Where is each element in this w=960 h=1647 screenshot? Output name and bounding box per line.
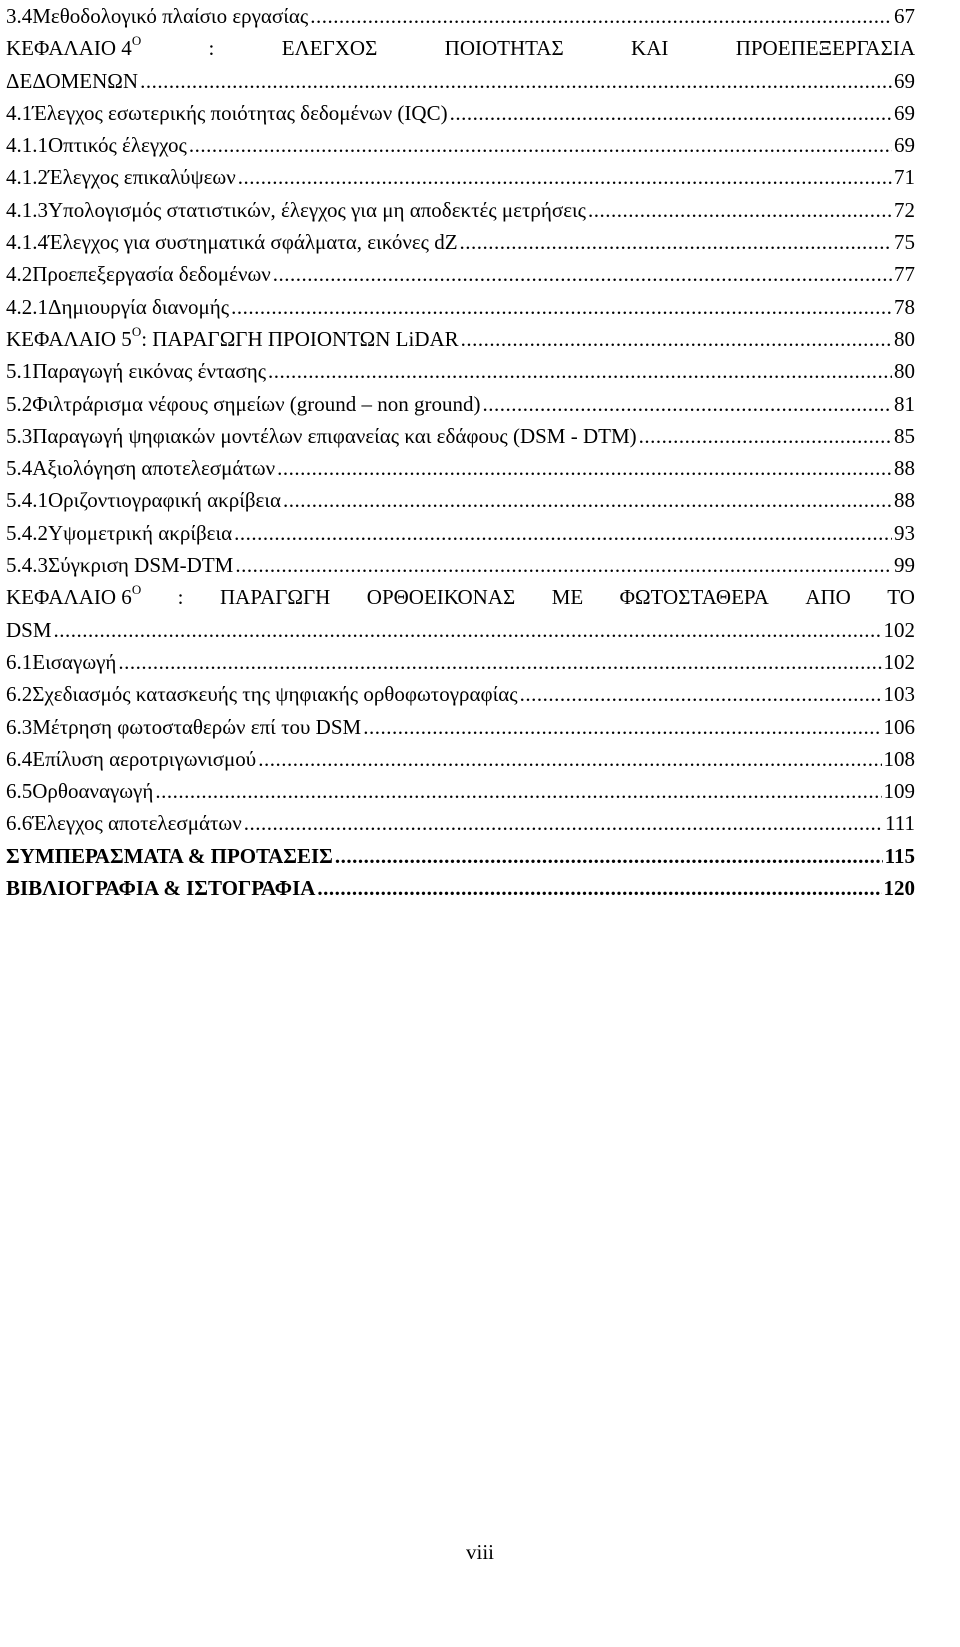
toc-title: ΔΕΔΟΜΕΝΩΝ	[6, 68, 139, 93]
toc-entry[interactable]	[6, 678, 915, 710]
toc-chapter-6-line2[interactable]	[6, 614, 915, 646]
toc-title: DSM	[6, 617, 52, 642]
toc-title: Φιλτράρισμα νέφους σημείων (ground – non ground)	[32, 391, 481, 416]
toc-leader	[155, 775, 881, 807]
toc-word: ΦΩΤΟΣΤΑΘΕΡΑ	[619, 585, 769, 610]
toc-page: 80	[894, 326, 915, 351]
toc-leader	[231, 291, 892, 323]
toc-number: 3.4	[6, 4, 33, 28]
toc-word: ΚΕΦΑΛΑΙΟ $4^O$	[6, 33, 142, 61]
toc-chapter-5[interactable]	[6, 323, 915, 355]
toc-leader	[483, 388, 892, 420]
toc-entry[interactable]	[6, 711, 915, 743]
toc-word: :	[208, 36, 215, 61]
toc-title: Ορθοαναγωγή	[32, 779, 154, 804]
toc-word: ΠΟΙΟΤΗΤΑΣ	[444, 36, 564, 61]
toc-title: Παραγωγή ψηφιακών μοντέλων επιφανείας και εδάφους (DSM - DTM)	[32, 423, 637, 448]
toc-entry[interactable]	[6, 484, 915, 516]
toc-leader	[54, 614, 882, 646]
toc-title: Αξιολόγηση αποτελεσμάτων	[32, 456, 276, 481]
toc-page: 103	[883, 682, 915, 707]
toc-leader	[235, 549, 892, 581]
toc-page: 69	[894, 68, 915, 93]
toc-leader	[317, 872, 881, 904]
toc-title: Οπτικός έλεγχος	[48, 133, 187, 158]
toc-leader	[238, 161, 892, 193]
toc-number: 5.4	[6, 456, 33, 481]
toc-leader	[460, 226, 892, 258]
toc-leader	[588, 194, 892, 226]
toc-entry[interactable]	[6, 517, 915, 549]
toc-number: 6.1	[6, 649, 33, 674]
toc-page: 72	[894, 197, 915, 222]
toc-page: 71	[894, 165, 915, 190]
toc-title: Δημιουργία διανομής	[48, 294, 230, 319]
toc-word: ΑΠΟ	[805, 585, 851, 610]
toc-entry-bibliography[interactable]	[6, 872, 915, 904]
toc-number: 4.1.3	[6, 197, 48, 222]
toc-entry[interactable]	[6, 291, 915, 323]
toc-page: 93	[894, 520, 915, 545]
toc-entry[interactable]	[6, 194, 915, 226]
toc-number: 5.4.3	[6, 553, 48, 578]
toc-page: 77	[894, 262, 915, 287]
toc-title: Έλεγχος για συστηματικά σφάλματα, εικόνες dZ	[48, 230, 458, 255]
toc-number: 5.1	[6, 359, 33, 384]
toc-title: Υψομετρική ακρίβεια	[48, 520, 233, 545]
toc-number: 5.4.2	[6, 520, 48, 545]
toc-title: Σύγκριση DSM-DTM	[48, 553, 234, 578]
toc-entry[interactable]	[6, 452, 915, 484]
toc-entry[interactable]	[6, 743, 915, 775]
toc-leader	[363, 711, 881, 743]
toc-title: Οριζοντιογραφική ακρίβεια	[48, 488, 282, 513]
toc-entry[interactable]	[6, 646, 915, 678]
toc-leader	[277, 452, 892, 484]
toc-chapter-4-line2[interactable]	[6, 65, 915, 97]
toc-page: 115	[884, 843, 915, 868]
toc-entry[interactable]	[6, 97, 915, 129]
toc-number: 4.1	[6, 100, 33, 125]
toc-number: 4.2	[6, 262, 33, 287]
toc-title: Έλεγχος επικαλύψεων	[48, 165, 236, 190]
toc-number: 5.3	[6, 423, 33, 448]
toc-word: ΠΡΟΕΠΕΞΕΡΓΑΣΙΑ	[735, 36, 915, 61]
toc-page: 88	[894, 488, 915, 513]
toc-page: 81	[894, 391, 915, 416]
toc-leader	[258, 743, 881, 775]
toc-number: 6.2	[6, 682, 33, 707]
toc-entry[interactable]	[6, 161, 915, 193]
toc-word: ΚΑΙ	[631, 36, 669, 61]
toc-entry[interactable]	[6, 129, 915, 161]
toc-entry[interactable]	[6, 226, 915, 258]
toc-page: 111	[885, 811, 915, 836]
toc-page: 69	[894, 100, 915, 125]
toc-page: 106	[883, 714, 915, 739]
toc-title: Μέτρηση φωτοσταθερών επί του DSM	[32, 714, 362, 739]
toc-number: 4.1.2	[6, 165, 48, 190]
toc-entry[interactable]	[6, 0, 915, 32]
toc-leader	[310, 0, 892, 32]
toc-page: 108	[883, 746, 915, 771]
toc-number: 6.3	[6, 714, 33, 739]
toc-page: 78	[894, 294, 915, 319]
toc-leader	[268, 355, 892, 387]
toc-title: Επίλυση αεροτριγωνισμού	[32, 746, 257, 771]
page-number: viii	[465, 1540, 494, 1564]
toc-leader	[335, 840, 883, 872]
toc-number: 6.6	[6, 811, 33, 836]
toc-page: 67	[894, 4, 915, 28]
toc-number: 4.2.1	[6, 294, 48, 319]
toc-word: ΕΛΕΓΧΟΣ	[281, 36, 378, 61]
toc-page: 88	[894, 456, 915, 481]
toc-page: 120	[883, 876, 915, 901]
toc-page: 99	[894, 553, 915, 578]
toc-leader	[461, 323, 892, 355]
toc-chapter-4-line1[interactable]	[6, 32, 915, 64]
toc-title: Έλεγχος εσωτερικής ποιότητας δεδομένων (IQC)	[32, 100, 448, 125]
toc-leader	[639, 420, 892, 452]
toc-title: ΚΕΦΑΛΑΙΟ $5^O$: ΠΑΡΑΓΩΓΗ ΠΡΟΙΟΝΤΩΝ LiDAR	[6, 323, 459, 351]
toc-word: ΤΟ	[887, 585, 915, 610]
toc-word: ΠΑΡΑΓΩΓΗ	[219, 585, 331, 610]
toc-page: 69	[894, 133, 915, 158]
toc-number: 6.4	[6, 746, 33, 771]
table-of-contents	[6, 0, 915, 904]
toc-page: 75	[894, 230, 915, 255]
toc-title: Υπολογισμός στατιστικών, έλεγχος για μη αποδεκτές μετρήσεις	[48, 197, 587, 222]
toc-leader	[140, 65, 892, 97]
toc-title: Παραγωγή εικόνας έντασης	[32, 359, 267, 384]
toc-number: 4.1.4	[6, 230, 48, 255]
toc-title: Σχεδιασμός κατασκευής της ψηφιακής ορθοφωτογραφίας	[32, 682, 518, 707]
toc-page: 80	[894, 359, 915, 384]
toc-number: 6.5	[6, 779, 33, 804]
toc-entry[interactable]	[6, 807, 915, 839]
toc-entry[interactable]	[6, 258, 915, 290]
toc-leader	[283, 484, 892, 516]
toc-leader	[520, 678, 882, 710]
toc-entry[interactable]	[6, 549, 915, 581]
toc-title: ΒΙΒΛΙΟΓΡΑΦΙΑ & ΙΣΤΟΓΡΑΦΙΑ	[6, 876, 316, 901]
toc-title: Έλεγχος αποτελεσμάτων	[32, 811, 242, 836]
toc-entry[interactable]	[6, 355, 915, 387]
toc-page: 109	[883, 779, 915, 804]
toc-entry[interactable]	[6, 420, 915, 452]
toc-page: 102	[883, 649, 915, 674]
toc-leader	[450, 97, 892, 129]
toc-word: :	[177, 585, 184, 610]
toc-leader	[244, 807, 883, 839]
toc-title: Προεπεξεργασία δεδομένων	[32, 262, 271, 287]
toc-word: ΜΕ	[551, 585, 584, 610]
toc-entry[interactable]	[6, 775, 915, 807]
toc-entry-conclusions[interactable]	[6, 840, 915, 872]
toc-title: ΣΥΜΠΕΡΑΣΜΑΤΑ & ΠΡΟΤΑΣΕΙΣ	[6, 843, 333, 868]
toc-leader	[273, 258, 892, 290]
toc-word: ΟΡΘΟΕΙΚΟΝΑΣ	[366, 585, 516, 610]
toc-entry[interactable]	[6, 388, 915, 420]
toc-leader	[118, 646, 881, 678]
toc-title: Εισαγωγή	[32, 649, 117, 674]
toc-leader	[234, 517, 892, 549]
toc-number: 4.1.1	[6, 133, 48, 158]
toc-leader	[189, 129, 892, 161]
toc-page: 102	[883, 617, 915, 642]
toc-number: 5.4.1	[6, 488, 48, 513]
toc-page: 85	[894, 423, 915, 448]
toc-title: Μεθοδολογικό πλαίσιο εργασίας	[32, 4, 309, 28]
toc-number: 5.2	[6, 391, 33, 416]
toc-word: ΚΕΦΑΛΑΙΟ $6^O$	[6, 582, 142, 610]
toc-chapter-6-line1[interactable]	[6, 581, 915, 613]
